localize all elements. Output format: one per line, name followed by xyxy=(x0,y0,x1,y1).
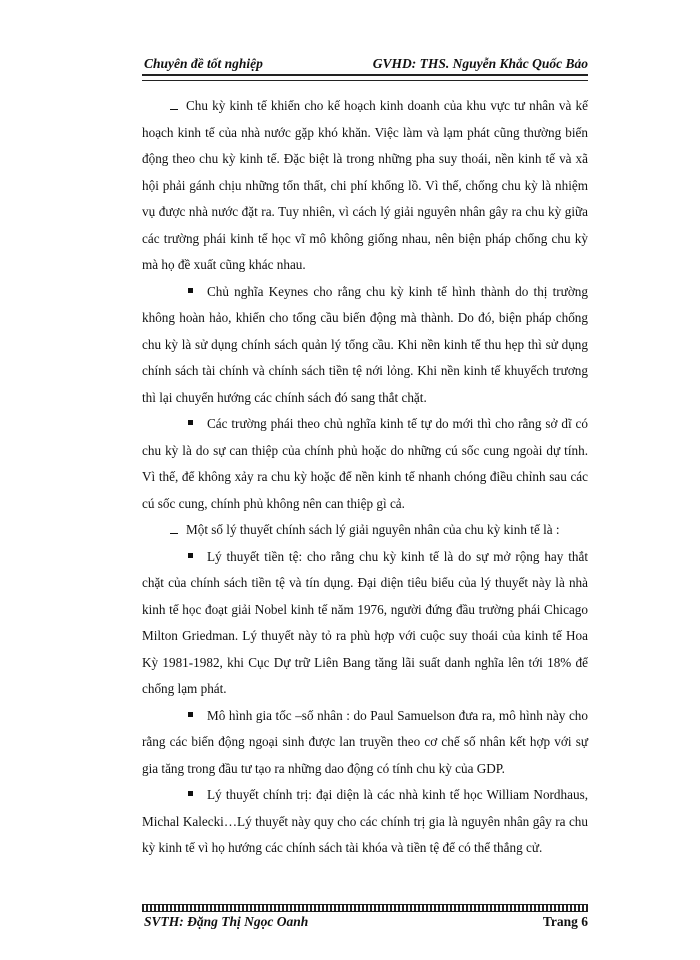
square-bullet-icon xyxy=(188,420,193,425)
square-bullet-icon xyxy=(188,553,193,558)
square-bullet-icon xyxy=(188,288,193,293)
dash-marker xyxy=(170,533,178,534)
paragraph-1 xyxy=(142,93,588,279)
bullet-free-market xyxy=(142,411,588,517)
square-bullet-icon xyxy=(188,712,193,717)
paragraph-text: Mô hình gia tốc –số nhân : do Paul Samuelson đưa ra, mô hình này cho rằng các biến động ngoại sinh được lan truyền theo cơ chế số nhân kết hợp với sự gia tăng trong đầu tư tạo ra những dao động có tính chu kỳ của GDP. xyxy=(142,707,588,776)
paragraph-text: Lý thuyết chính trị: đại diện là các nhà kinh tế học William Nordhaus, Michal Kalecki…Lý thuyết này quy cho các chính trị gia là nguyên nhân gây ra chu kỳ kinh tế vì họ hướng các chính sách tài khóa và tiền tệ để có thể thắng cử. xyxy=(142,787,588,855)
paragraph-text: Chu kỳ kinh tế khiến cho kế hoạch kinh doanh của khu vực tư nhân và kế hoạch kinh tế của nhà nước gặp khó khăn. Việc làm và lạm phát cũng thường biến động theo chu kỳ kinh tế. Đặc biệt là trong những pha suy thoái, nền kinh tế và xã hội phải gánh chịu những tổn thất, chi phí khổng lồ. Vì thế, chống chu kỳ là nhiệm vụ được nhà nước đặt ra. Tuy nhiên, vì cách lý giải nguyên nhân gây ra chu kỳ giữa các trường phái kinh tế học vĩ mô không giống nhau, nên biện pháp chống chu kỳ mà họ đề xuất cũng khác nhau. xyxy=(142,98,588,272)
bullet-keynes xyxy=(142,279,588,412)
header-advisor: GVHD: THS. Nguyễn Khắc Quốc Bảo xyxy=(372,56,588,71)
paragraph-text: Một số lý thuyết chính sách lý giải nguyên nhân của chu kỳ kinh tế là : xyxy=(186,522,560,537)
page-footer xyxy=(142,912,588,934)
bullet-political-theory xyxy=(142,782,588,862)
bullet-monetary-theory xyxy=(142,544,588,703)
page-number: Trang 6 xyxy=(542,914,588,929)
paragraph-text: Lý thuyết tiền tệ: cho rằng chu kỳ kinh tế là do sự mở rộng hay thắt chặt của chính sách tiền tệ và tín dụng. Đại diện tiêu biểu của lý thuyết này là nhà kinh tế học đoạt giải Nobel kinh tế năm 1976, người đứng đầu trường phái Chicago Milton Griedman. Lý thuyết này tỏ ra phù hợp với cuộc suy thoái của kinh tế Hoa Kỳ 1981-1982, khi Cục Dự trữ Liên Bang tăng lãi suất danh nghĩa lên tới 18% để chống lạm phát. xyxy=(142,548,588,696)
paragraph-theories-intro xyxy=(142,517,588,544)
body-text xyxy=(142,93,588,862)
paragraph-text: Các trường phái theo chủ nghĩa kinh tế tự do mới thì cho rằng sở dĩ có chu kỳ là do sự can thiệp của chính phủ hoặc do những cú sốc cung ngoài dự tính. Vì thế, để không xảy ra chu kỳ hoặc để nền kinh tế nhanh chóng điều chỉnh sau các cú sốc cung, chính phủ không nên can thiệp gì cả. xyxy=(142,416,588,511)
header-rule xyxy=(142,74,588,81)
square-bullet-icon xyxy=(188,791,193,796)
footer-rule xyxy=(142,904,588,912)
footer-author: SVTH: Đặng Thị Ngọc Oanh xyxy=(144,914,309,929)
header-course-title: Chuyên đề tốt nghiệp xyxy=(144,56,263,71)
paragraph-text: Chủ nghĩa Keynes cho rằng chu kỳ kinh tế hình thành do thị trường không hoàn hảo, khiến cho tổng cầu biến động mà thành. Do đó, biện pháp chống chu kỳ là sử dụng chính sách quản lý tổng cầu. Khi nền kinh tế thu hẹp thì sử dụng chính sách tài chính và chính sách tiền tệ nới lỏng. Khi nền kinh tế khuyếch trương thì lại chuyển hướng các chính sách đó sang thắt chặt. xyxy=(142,283,588,405)
bullet-accelerator-multiplier xyxy=(142,703,588,783)
dash-marker xyxy=(170,109,178,110)
